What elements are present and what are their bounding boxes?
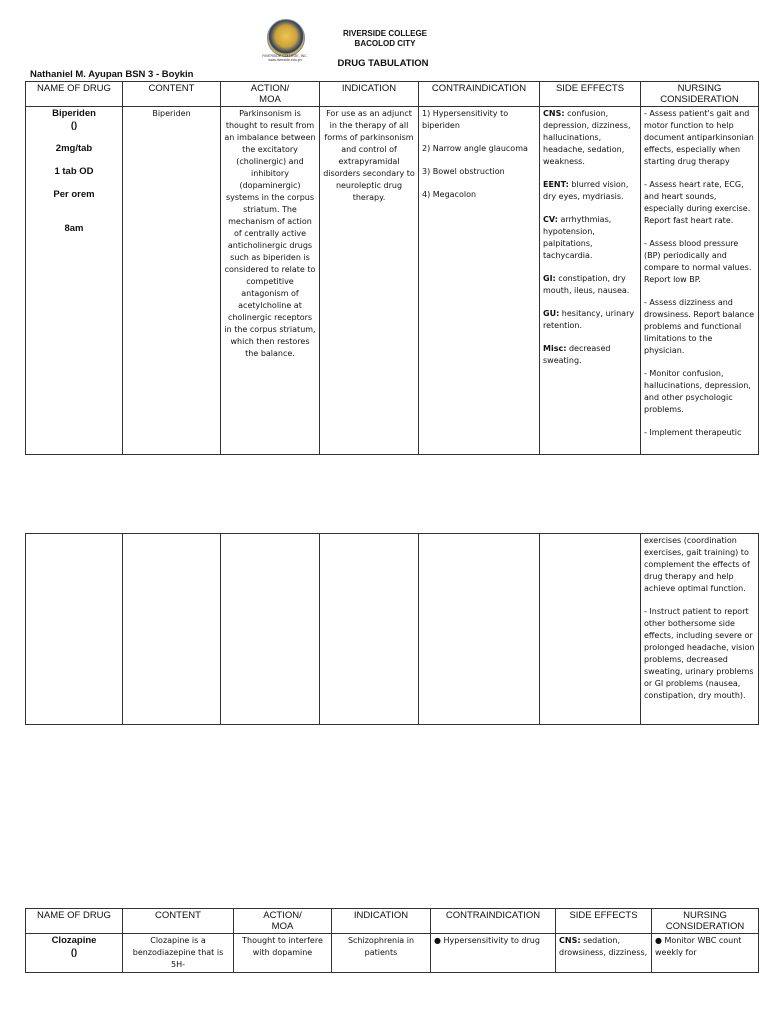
drug-route: Per orem [53,189,95,200]
nursing-cell [652,934,759,973]
nursing-continuation-cell [641,534,759,725]
nursing-item: - Assess patient's gait and motor function to help document antiparkinsonian effects, especially when starting drug therapy [644,109,754,166]
college-seal-logo [267,19,305,57]
drug-name-paren: () [70,120,78,131]
table-row [26,934,759,973]
drug-name: Biperiden [52,108,96,119]
document-title: DRUG TABULATION [337,58,429,69]
col-header-indication: INDICATION [320,82,419,107]
empty-cell [221,534,320,725]
nursing-item: - Assess blood pressure (BP) periodically and compare to normal values. Report low BP. [644,239,752,284]
nursing-item: - Assess dizziness and drowsiness. Report balance problems and functional limitations to the physician. [644,298,754,355]
bullet-icon: ● [434,936,444,945]
school-line2: BACOLOD CITY [354,39,416,48]
col-header-content: CONTENT [123,82,221,107]
nursing-cell [641,107,759,455]
table-row [26,534,759,725]
school-line1: RIVERSIDE COLLEGE [342,29,427,38]
nursing-item: - Implement therapeutic [644,428,742,437]
action-cell: Thought to interfere with dopamine [234,934,332,973]
contraindication-item: 4) Megacolon [422,190,477,199]
side-effect-item: GI: constipation, dry mouth, ileus, nausea. [543,274,630,295]
nursing-item: - Assess heart rate, ECG, and heart sounds, especially during exercise. Report fast heart rate. [644,180,751,225]
drug-name-cell [26,107,123,455]
drug-time: 8am [64,223,84,234]
drug-name: Clozapine [51,935,97,946]
side-effect-text: sedation, drowsiness, dizziness, [559,936,648,957]
col-header-indication: INDICATION [332,909,431,934]
empty-cell [26,534,123,725]
empty-cell [419,534,540,725]
content-cell: Biperiden [123,107,221,455]
clozapine-table [25,908,759,973]
header-row [26,909,759,934]
side-effect-item: EENT: blurred vision, dry eyes, mydriasis. [543,180,629,201]
contraindication-item: 1) Hypersensitivity to biperiden [422,109,509,130]
student-name: Nathaniel M. Ayupan BSN 3 - Boykin [30,69,194,80]
nursing-item: - Instruct patient to report other bothersome side effects, including severe or prolonged headache, vision problems, decreased sweating, urinary problems or GI problems (nausea, constipation, dry mouth). [644,607,755,700]
content-cell: Clozapine is a benzodiazepine that is 5H- [123,934,234,973]
bullet-icon: ● [655,936,665,945]
col-header-action: ACTION/ MOA [221,82,320,107]
contraindication-cell [419,107,540,455]
biperiden-continuation-table [25,533,759,725]
col-header-contraindication: CONTRAINDICATION [431,909,556,934]
empty-cell [123,534,221,725]
header-row [26,82,759,107]
school-name [330,29,440,49]
contraindication-item: 3) Bowel obstruction [422,167,505,176]
nursing-item: - Monitor confusion, hallucinations, depression, and other psychologic problems. [644,369,751,414]
col-header-action: ACTION/ MOA [234,909,332,934]
seal-caption: RIVERSIDE COLLEGE, INC. www.riverside.edu.ph [262,54,308,62]
col-header-nursing: NURSING CONSIDERATION [641,82,759,107]
drug-name-paren: () [70,947,78,958]
col-header-side-effects: SIDE EFFECTS [540,82,641,107]
empty-cell [540,534,641,725]
col-header-name: NAME OF DRUG [26,82,123,107]
empty-cell [320,534,419,725]
side-effect-item: GU: hesitancy, urinary retention. [543,309,635,330]
contraindication-cell [431,934,556,973]
drug-frequency: 1 tab OD [54,166,94,177]
drug-name-cell [26,934,123,973]
nursing-item: exercises (coordination exercises, gait training) to complement the effects of drug therapy and help achieve optimal function. [644,536,750,593]
biperiden-table [25,81,759,455]
col-header-content: CONTENT [123,909,234,934]
drug-dose: 2mg/tab [55,143,93,154]
side-effect-label: CNS: [559,936,581,945]
side-effects-cell [556,934,652,973]
side-effect-item: Misc: decreased sweating. [543,344,611,365]
indication-cell: Schizophrenia in patients [332,934,431,973]
side-effects-cell [540,107,641,455]
action-cell: Parkinsonism is thought to result from an imbalance between the excitatory (cholinergic) and inhibitory (dopaminergic) systems in the corpus striatum. The mechanism of action of centrally active anticholinergic drugs such as biperiden is considered to relate to competitive antagonism of acetylcholine at cholinergic receptors in the corpus striatum, which then restores the balance. [221,107,320,455]
nursing-item: Monitor WBC count weekly for [655,936,742,957]
col-header-contraindication: CONTRAINDICATION [419,82,540,107]
col-header-nursing: NURSING CONSIDERATION [652,909,759,934]
col-header-side-effects: SIDE EFFECTS [556,909,652,934]
contraindication-item: 2) Narrow angle glaucoma [422,144,528,153]
side-effect-item: CNS: confusion, depression, dizziness, hallucinations, headache, sedation, weakness. [543,109,631,166]
contraindication-item: Hypersensitivity to drug [443,936,540,945]
table-row [26,107,759,455]
indication-cell: For use as an adjunct in the therapy of all forms of parkinsonism and control of extrapyramidal disorders secondary to neuroleptic drug therapy. [320,107,419,455]
side-effect-item: CV: arrhythmias, hypotension, palpitations, tachycardia. [543,215,612,260]
col-header-name: NAME OF DRUG [26,909,123,934]
